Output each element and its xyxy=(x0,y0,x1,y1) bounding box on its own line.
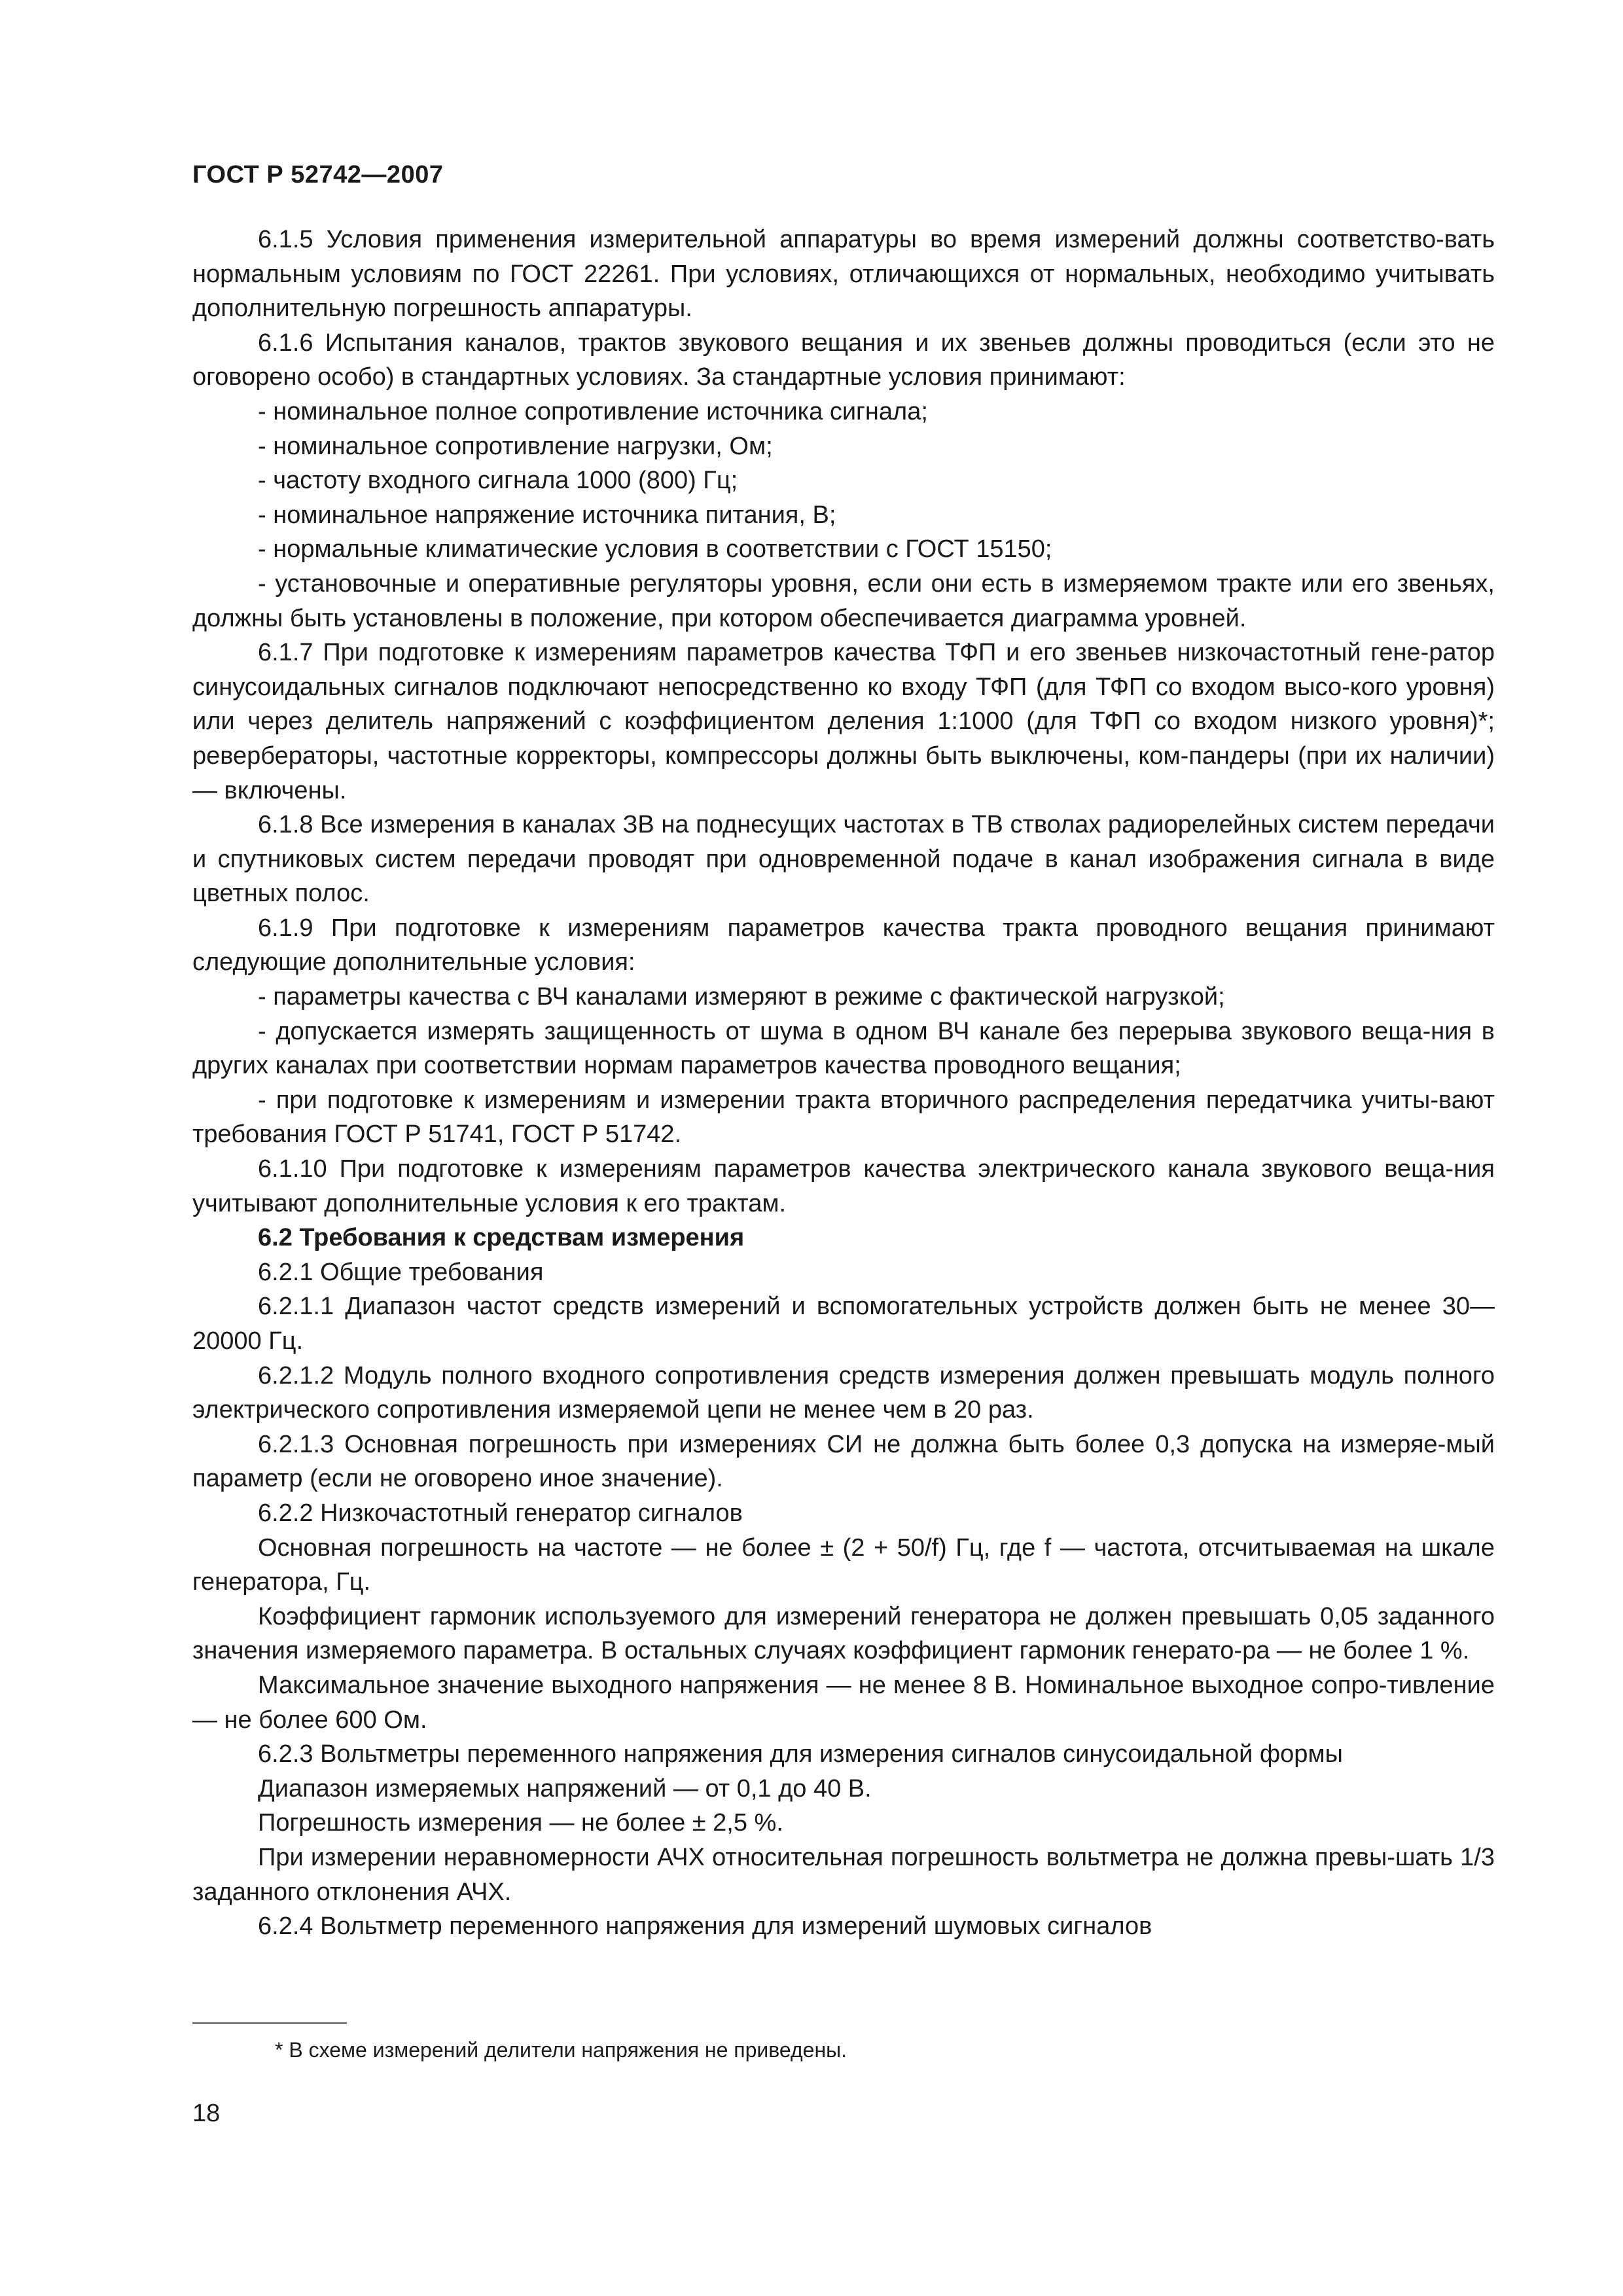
paragraph-voltage-range: Диапазон измеряемых напряжений — от 0,1 до 40 В. xyxy=(258,1774,872,1803)
list-item: - допускается измерять защищенность от шума в одном ВЧ канале без перерыва звукового веща-ния в других каналах при соответствии нормам параметров качества проводного вещания; xyxy=(192,1017,1495,1080)
footnote-divider xyxy=(192,2022,347,2024)
paragraph-harmonic-coefficient: Коэффициент гармоник используемого для измерений генератора не должен превышать 0,05 заданного значения измеряемого параметра. В остальных случаях коэффициент гармоник генерато-ра — не более 1 %. xyxy=(192,1602,1495,1665)
page-number: 18 xyxy=(192,2100,221,2127)
paragraph-6-2-1-2: 6.2.1.2 Модуль полного входного сопротивления средств измерения должен превышать модуль полного электрического сопротивления измеряемой цепи не менее чем в 20 раз. xyxy=(192,1361,1495,1424)
list-item: - частоту входного сигнала 1000 (800) Гц; xyxy=(258,467,738,495)
subheading-6-2-4: 6.2.4 Вольтметр переменного напряжения для измерений шумовых сигналов xyxy=(258,1912,1152,1941)
document-body xyxy=(192,223,1495,1944)
paragraph-output-voltage: Максимальное значение выходного напряжения — не менее 8 В. Номинальное выходное сопро-тивление — не более 600 Ом. xyxy=(192,1671,1495,1734)
list-item: - номинальное напряжение источника питания, В; xyxy=(258,501,836,529)
list-item: - параметры качества с ВЧ каналами измеряют в режиме с фактической нагрузкой; xyxy=(258,983,1225,1011)
paragraph-measurement-error: Погрешность измерения — не более ± 2,5 %. xyxy=(258,1809,783,1837)
paragraph-generator-accuracy: Основная погрешность на частоте — не более ± (2 + 50/f) Гц, где f — частота, отсчитываемая на шкале генератора, Гц. xyxy=(192,1534,1495,1596)
section-heading-6-2: 6.2 Требования к средствам измерения xyxy=(258,1224,745,1252)
paragraph-6-2-1-3: 6.2.1.3 Основная погрешность при измерениях СИ не должна быть более 0,3 допуска на измеряе-мый параметр (если не оговорено иное значение). xyxy=(192,1430,1495,1493)
list-item: - установочные и оперативные регуляторы уровня, если они есть в измеряемом тракте или его звеньях, должны быть установлены в положение, при котором обеспечивается диаграмма уровней. xyxy=(192,569,1495,632)
paragraph-6-1-5: 6.1.5 Условия применения измерительной аппаратуры во время измерений должны соответство-вать нормальным условиям по ГОСТ 22261. При условиях, отличающихся от нормальных, необходимо учитывать дополнительную погрешность аппаратуры. xyxy=(192,226,1495,323)
document-header: ГОСТ Р 52742—2007 xyxy=(192,161,444,188)
footnote: * В схеме измерений делители напряжения не приведены. xyxy=(275,2038,847,2062)
paragraph-frequency-response: При измерении неравномерности АЧХ относительная погрешность вольтметра не должна превы-шать 1/3 заданного отклонения АЧХ. xyxy=(192,1843,1495,1906)
paragraph-6-1-6: 6.1.6 Испытания каналов, трактов звукового вещания и их звеньев должны проводиться (если это не оговорено особо) в стандартных условиях. За стандартные условия принимают: xyxy=(192,329,1495,391)
list-item: - номинальное сопротивление нагрузки, Ом; xyxy=(258,432,773,460)
list-item: - номинальное полное сопротивление источника сигнала; xyxy=(258,397,928,425)
paragraph-6-1-10: 6.1.10 При подготовке к измерениям параметров качества электрического канала звукового веща-ния учитывают дополнительные условия к его трактам. xyxy=(192,1155,1495,1217)
list-item: - при подготовке к измерениям и измерении тракта вторичного распределения передатчика учиты-вают требования ГОСТ Р 51741, ГОСТ Р 51742. xyxy=(192,1086,1495,1149)
subheading-6-2-1: 6.2.1 Общие требования xyxy=(258,1258,544,1286)
paragraph-6-1-7: 6.1.7 При подготовке к измерениям параметров качества ТФП и его звеньев низкочастотный гене-ратор синусоидальных сигналов подключают непосредственно ко входу ТФП (для ТФП со входом высо-кого уровня) или через делитель напряжений с коэффициентом деления 1:1000 (для ТФП со входом низкого уровня)*; ревербераторы, частотные корректоры, компрессоры должны быть выключены, ком-пандеры (при их наличии) — включены. xyxy=(192,639,1495,804)
paragraph-6-2-1-1: 6.2.1.1 Диапазон частот средств измерений и вспомогательных устройств должен быть не менее 30—20000 Гц. xyxy=(192,1293,1495,1355)
list-item: - нормальные климатические условия в соответствии с ГОСТ 15150; xyxy=(258,535,1052,564)
paragraph-6-1-9: 6.1.9 При подготовке к измерениям параметров качества тракта проводного вещания принимают следующие дополнительные условия: xyxy=(192,914,1495,977)
paragraph-6-1-8: 6.1.8 Все измерения в каналах ЗВ на поднесущих частотах в ТВ стволах радиорелейных систем передачи и спутниковых систем передачи проводят при одновременной подаче в канал изображения сигнала в виде цветных полос. xyxy=(192,811,1495,908)
subheading-6-2-3: 6.2.3 Вольтметры переменного напряжения для измерения сигналов синусоидальной формы xyxy=(258,1740,1343,1768)
subheading-6-2-2: 6.2.2 Низкочастотный генератор сигналов xyxy=(258,1499,743,1527)
